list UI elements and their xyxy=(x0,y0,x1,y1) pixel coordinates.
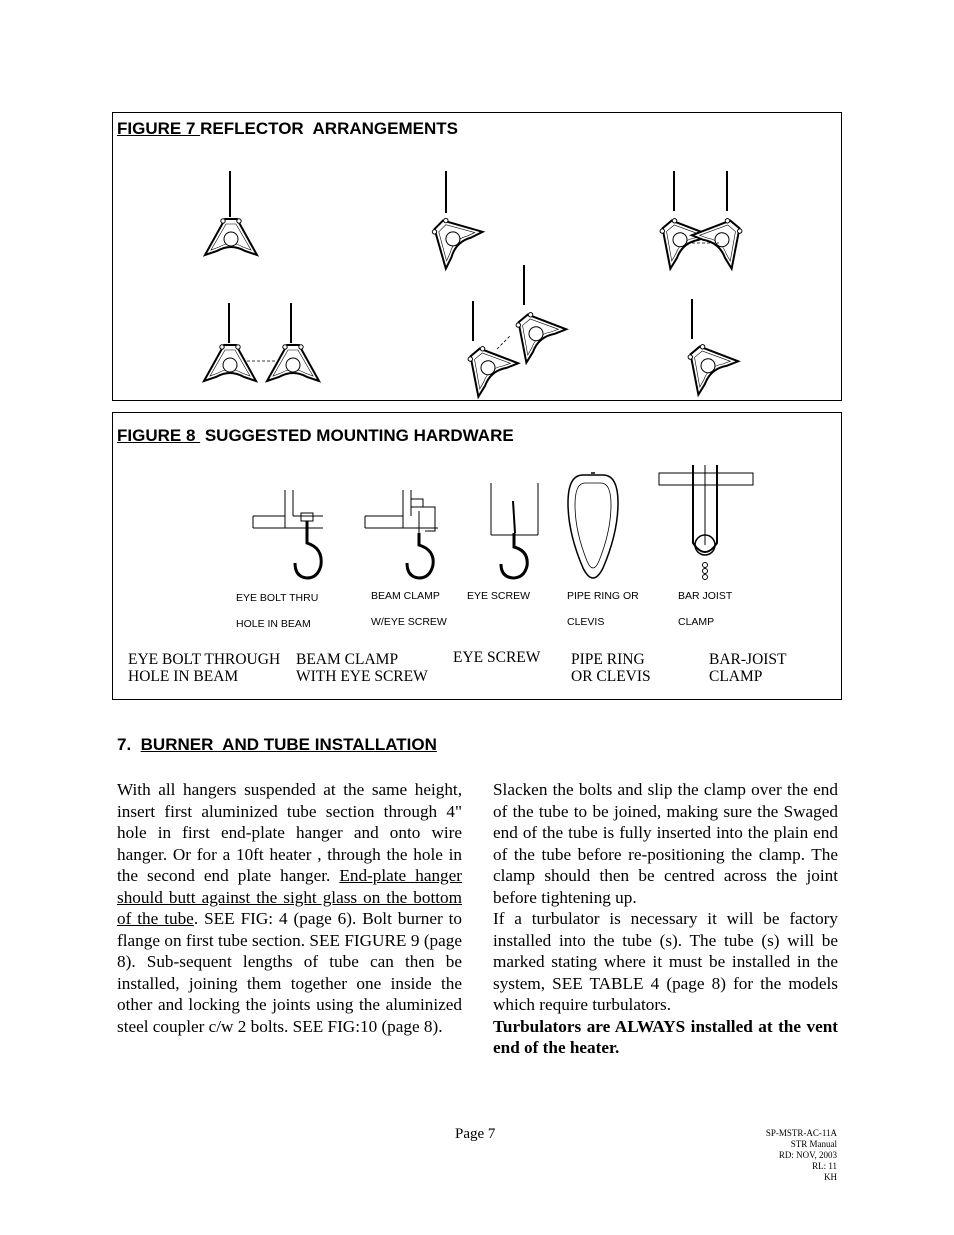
eye-bolt-icon xyxy=(253,490,323,578)
left-paragraph: With all hangers suspended at the same height, insert first aluminized tube section through 4" hole in first end-plate hanger and onto wire hanger. Or for a 10ft heater , through the hole in the second end plate hanger. End-plate hanger should butt against the sight glass on the bottom of the tube. SEE FIG: 4 (page 6). Bolt burner to flange on first tube section. SEE FIGURE 9 (page 8). Sub-sequent lengths of tube can then be installed, joining them together one inside the other and locking the joints using the aluminized steel coupler c/w 2 bolts. SEE FIG:10 (page 8). xyxy=(117,780,462,1036)
document-code: SP-MSTR-AC-11A STR Manual RD: NOV, 2003 RL: 11 KH xyxy=(765,1128,837,1182)
caption-bar-joist: BAR-JOIST CLAMP xyxy=(709,651,787,685)
page-number: Page 7 xyxy=(455,1126,496,1142)
section-title: BURNER AND TUBE INSTALLATION xyxy=(140,735,437,754)
caption-pipe-ring: PIPE RING OR CLEVIS xyxy=(571,651,651,685)
caption-eye-bolt: EYE BOLT THROUGH HOLE IN BEAM xyxy=(128,651,281,685)
caption-eye-screw: EYE SCREW xyxy=(453,649,541,666)
eye-screw-icon xyxy=(491,483,538,578)
underlined-note: End-plate hanger should butt against the sight glass on the bottom of the tube xyxy=(117,866,462,928)
pipe-ring-icon xyxy=(568,473,618,578)
figure-7-title: FIGURE 7 REFLECTOR ARRANGEMENTS xyxy=(117,119,458,138)
right-paragraph-1: Slacken the bolts and slip the clamp over the end of the tube to be joined, making sure the Swaged end of the tube is fully inserted into the plain end of the tube before re-positioning the clamp. The clamp should then be centred across the joint before tightening up. xyxy=(493,780,838,907)
beam-clamp-icon xyxy=(365,490,438,578)
right-column xyxy=(493,779,838,1059)
figure-8-title: FIGURE 8 SUGGESTED MOUNTING HARDWARE xyxy=(117,426,514,445)
figure-7-box xyxy=(112,112,842,401)
small-caption-bar-joist: BAR JOIST CLAMP xyxy=(678,590,733,628)
small-caption-eye-screw: EYE SCREW xyxy=(467,590,531,602)
right-paragraph-3: Turbulators are ALWAYS installed at the vent end of the heater. xyxy=(493,1016,838,1057)
reflector-arrangements-drawing xyxy=(113,113,841,400)
caption-beam-clamp: BEAM CLAMP WITH EYE SCREW xyxy=(296,651,428,685)
small-caption-beam-clamp: BEAM CLAMP W/EYE SCREW xyxy=(371,590,447,628)
bar-joist-clamp-icon xyxy=(659,465,753,580)
left-column xyxy=(117,779,462,1037)
small-caption-pipe-ring: PIPE RING OR CLEVIS xyxy=(567,590,639,628)
section-number: 7. xyxy=(117,735,132,754)
figure-8-box xyxy=(112,412,842,700)
section-heading xyxy=(117,735,437,755)
right-paragraph-2: If a turbulator is necessary it will be factory installed into the tube (s). The tube (s) will be marked stating where it must be installed in the system, SEE TABLE 4 (page 8) for the models which require turbulators. xyxy=(493,909,838,1014)
small-caption-eye-bolt: EYE BOLT THRU HOLE IN BEAM xyxy=(236,592,319,630)
